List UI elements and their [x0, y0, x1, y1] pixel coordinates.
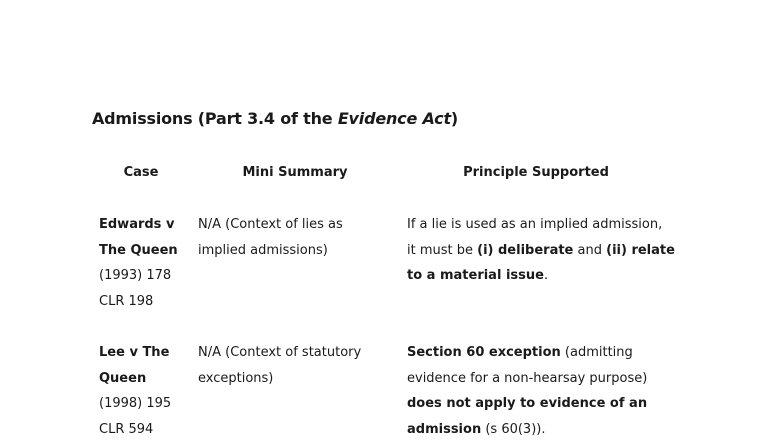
case-name-line: Queen	[99, 366, 171, 392]
principle-line	[407, 263, 675, 289]
principle-line: does not apply to evidence of an	[407, 391, 647, 417]
principle-text: it must be	[407, 243, 477, 258]
principle-emphasis: to a material issue	[407, 268, 544, 283]
summary-line: exceptions)	[198, 366, 361, 392]
case-citation-line: (1993) 178	[99, 263, 178, 289]
summary-cell-edwards	[198, 212, 343, 263]
principle-line	[407, 238, 675, 264]
case-citation-line: CLR 198	[99, 289, 178, 315]
heading-close-paren: )	[451, 109, 458, 128]
principle-text: and	[573, 243, 606, 258]
case-cell-lee	[99, 340, 171, 442]
heading-act-name: Evidence Act	[338, 109, 451, 128]
summary-cell-lee	[198, 340, 361, 391]
principle-line: evidence for a non-hearsay purpose)	[407, 366, 647, 392]
principle-emphasis: Section 60 exception	[407, 345, 561, 360]
principle-line	[407, 417, 647, 442]
principle-text: (admitting	[561, 345, 633, 360]
principle-line: If a lie is used as an implied admission,	[407, 212, 675, 238]
column-header-case: Case	[124, 165, 159, 180]
principle-line	[407, 340, 647, 366]
principle-emphasis: admission	[407, 422, 481, 437]
section-heading	[92, 109, 458, 128]
principle-cell-lee	[407, 340, 647, 442]
column-header-principle: Principle Supported	[463, 165, 609, 180]
principle-text: (s 60(3)).	[481, 422, 545, 437]
principle-cell-edwards	[407, 212, 675, 289]
summary-line: N/A (Context of lies as	[198, 212, 343, 238]
principle-text: .	[544, 268, 548, 283]
case-cell-edwards	[99, 212, 178, 314]
case-name-line: Edwards v	[99, 212, 178, 238]
principle-emphasis: (i) deliberate	[477, 243, 573, 258]
case-name-line: The Queen	[99, 238, 178, 264]
case-citation-line: (1998) 195	[99, 391, 171, 417]
column-header-mini-summary: Mini Summary	[243, 165, 348, 180]
heading-text: Admissions (Part 3.4 of the	[92, 109, 338, 128]
principle-emphasis: (ii) relate	[606, 243, 675, 258]
case-name-line: Lee v The	[99, 340, 171, 366]
case-citation-line: CLR 594	[99, 417, 171, 442]
summary-line: N/A (Context of statutory	[198, 340, 361, 366]
summary-line: implied admissions)	[198, 238, 343, 264]
